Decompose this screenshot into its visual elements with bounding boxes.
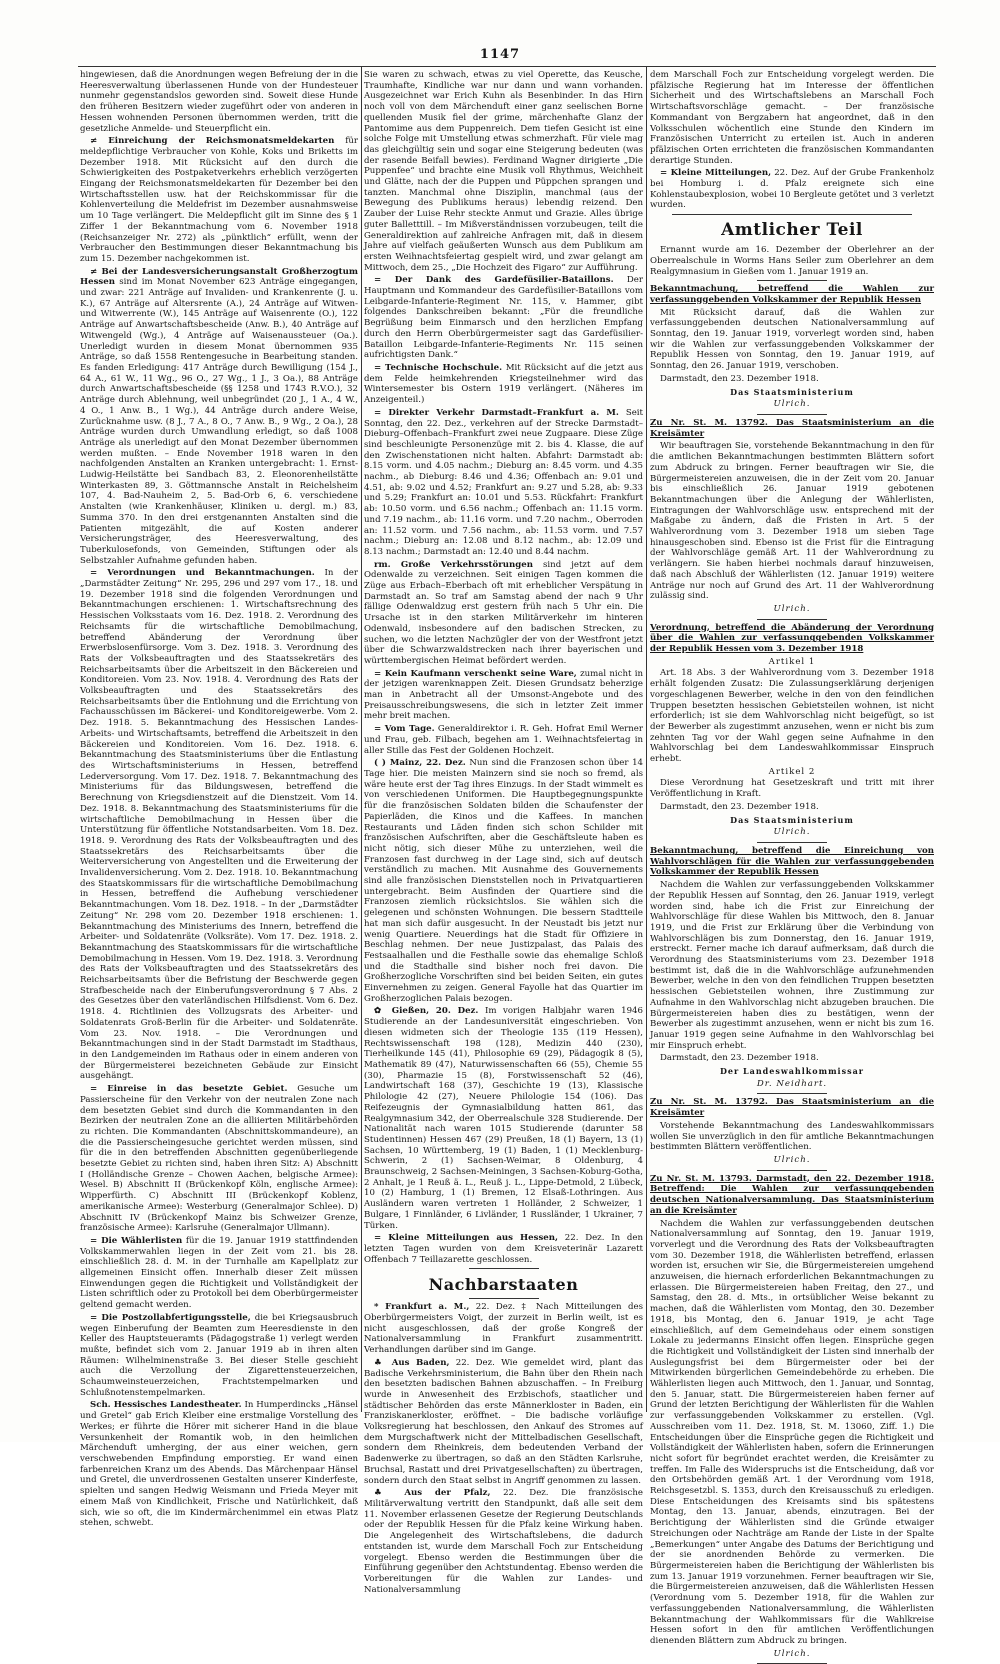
item-lead: ✿ Gießen, 20. Dez.: [374, 1006, 479, 1017]
section-heading-amtlicher-teil: Amtlicher Teil: [721, 220, 863, 241]
item-text: Im vorigen Halbjahr waren 1946 Studierende an der Landesuniversität eingeschrieben. Von diesen widmeten sich der Theologie 135 (119 Hessen), Rechtswissenschaft 198 (128), Medizin 440 (230), Tierheilkunde 145 (41), Philosophie 69 (29), Pädagogik 8 (5), Mathematik 89 (47), Naturwissenschaften 66 (55), Chemie 55 (30), Pharmazie 15 (8), Forstwissenschaft 52 (46), Landwirtschaft 168 (37), Geschichte 19 (13), Klassische Philologie 42 (27), Neuere Philologie 154 (106). Das Reifezeugnis der Gymnasialbildung hatten 861, das Realgymnasium 342, der Oberrealschule 328 Studierende. Der Nationalität nach waren 1015 Studierende (darunter 58 Studentinnen) Hessen 467 (29) Preußen, 18 (1) Bayern, 13 (1) Sachsen, 10 Württemberg, 19 (1) Baden, 1 (1) Mecklenburg-Schwerin, 2 (1) Sachsen-Weimar, 8 Oldenburg, 4 Braunschweig, 2 Sachsen-Meiningen, 3 Sachsen-Koburg-Gotha, 2 Anhalt, je 1 Reuß ä. L., Reuß j. L., Lippe-Detmold, 2 Lübeck, 10 (2) Hamburg, 1 (1) Bremen, 12 Elsaß-Lothringen. Aus Ausländern waren vertreten 1 Holländer, 2 Schweizer, 1 Bulgare, 1 Finnländer, 6 Livländer, 1 Russländer, 1 Ukrainer, 7 Türken.: [364, 1006, 643, 1231]
article-label: Artikel 2: [768, 766, 816, 777]
column-rule: [361, 66, 362, 1412]
item-text: für meldepflichtige Verbraucher von Kohle, Koks und Briketts im Dezember 1918. Mit Rücksicht auf den durch die Schwierigkeiten des Postpaketverkehrs erheblich verzögerten Eingang der Reichsmonatsmeldekarten für Dezember bei den Wirtschaftsstellen usw. hat der Reichskommissar für die Kohlenverteilung die Meldefrist im Dezember ausnahmsweise um 10 Tage verlängert. Die Meldepflicht gilt im Sinne des § 1 Ziffer 1 der Bekanntmachung vom 6. November 1918 (Reichsanzeiger Nr. 272) als „pünktlich“ erfüllt, wenn der Verbraucher den Bestimmungen dieser Bekanntmachung bis zum 15. Dezember nachgekommen ist.: [80, 136, 359, 264]
notice-title: Zu Nr. St. M. 13792. Das Staatsministerium an die Kreisämter: [650, 1097, 934, 1119]
item-text: Generaldirektor i. R. Geh. Hofrat Emil Werner und Frau, geb. Filbach, begehen am 1. Weihnachtsfeiertag in aller Stille das Fest der Goldenen Hochzeit.: [364, 724, 644, 756]
section-divider: [469, 1298, 539, 1299]
news-item: [364, 1006, 643, 1231]
section-divider: [757, 280, 827, 281]
news-item: [650, 168, 934, 211]
notice-title: Bekanntmachung, betreffend die Einreichung von Wahlvorschlägen für die Wahlen zur verfassunggebenden Volkskammer der Republik Hessen: [650, 846, 934, 878]
news-item: [364, 1233, 643, 1265]
news-item: [80, 1400, 358, 1528]
notice-divider: [757, 414, 827, 415]
article-label: Artikel 1: [768, 656, 816, 667]
item-lead: = Technische Hochschule.: [374, 362, 503, 373]
news-item: [364, 1358, 643, 1486]
column-left: [80, 70, 359, 1529]
notice-text: Nachdem die Wahlen zur verfassunggebenden deutschen Nationalversammlung auf Sonntag, den 19. Januar 1919, vorverlegt und die Verordnung des Rats der Volksbeauftragten vom 30. Dezember 1918, die Wählerlisten betreffend, erlassen worden ist, ersuchen wir Sie, die Bürgermeistereien umgehend anzuweisen, die hiernach erforderlichen Bekanntmachungen zu erlassen. Die Bürgermeistereien haben Freitag, den 27., und Samstag, den 28. d. Mts., in ortsüblicher Weise bekannt zu machen, daß die Wählerlisten vom Montag, den 30. Dezember 1918, bis Montag, den 6. Januar 1919, je acht Tage einschließlich, auf dem Gemeindehaus oder einem sonstigen Lokale zu jedermanns Einsicht offen liegen. Einsprüche gegen die Richtigkeit und Vollständigkeit der Listen sind innerhalb der Auslegungsfrist bei dem Bürgermeister oder bei der Mitwirkenden bürgerlichen Gemeindebehörde zu erheben. Die Wählerlisten liegen auch Mittwoch, den 1. Januar, und Sonntag, den 5. Januar, statt. Die Bürgermeistereien haben ferner auf Grund der letzten Berichtigung der Wählerlisten für die Wahlen zur verfassunggebenden Volkskammer zu erstellen. (Vgl. Ausschreiben vom 11. Dez. 1918, St. M. 13060, Ziff. 1.) Die Entscheidungen über die Einsprüche gegen die Richtigkeit und Vollständigkeit der Wählerlisten haben, sofern die Erinnerungen nicht sofort für begründet erachtet werden, die Kreisämter zu treffen. Im Falle des Widerspruchs ist die Entscheidung, daß vor den Ortsbehörden gemäß Art. 1 der Verordnung vom 1918, Reichsgesetzbl. S. 1353, durch den Kreisausschuß zu erledigen. Diese Entscheidungen des Kreisamts sind bis spätestens Montag, den 13. Januar, abends, einzutragen. Bei der Berichtigung der Wählerlisten sind die Gründe etwaiger Streichungen oder Nachträge am Rande der Liste in der Spalte „Bemerkungen“ unter Angabe des Datums der Berichtigung und der sie anordnenden Behörde zu vermerken. Die Bürgermeistereien haben die Berichtigung der Wählerlisten bis zum 13. Januar 1919 vorzunehmen. Ferner beauftragen wir Sie, die Bürgermeistereien anzuweisen, daß die Wählerlisten Hessen (Verordnung vom 5. Dezember 1918, für die Wahlen zur verfassunggebenden Nationalversammlung, die Wählerlisten Bekanntmachung der Wahlkommissars für die Wahlkreise Hessen sofort in den für amtlichen Veröffentlichungen dienenden Blättern zum Abdruck zu bringen.: [650, 1218, 934, 1646]
item-text: Sie waren zu schwach, etwas zu viel Operette, das Keusche, Traumhafte, Kindliche war nur dann und wann vorhanden. Ausgezeichnet war Erich Kuhn als Besenbinder. In das Hirn noch voll von dem Märchenduft einer ganz seelischen Borne quellenden Musik fiel der grime, märchenhafte Glanz der Pantomime aus dem Puppenreich. Dem tiefen Gesicht ist eine solche Folge mit Umstellung etwas schmerzhaft. Für viele mag das gleichgültig sein und sogar eine Steigerung bedeuten (was der rasende Beifall bewies). Ferdinand Wagner dirigierte „Die Puppenfee“ und brachte eine Musik voll Rhythmus, Weichheit und Glätte, nach der die Puppen und Püppchen sprangen und tanzten. Manchmal ohne Disziplin, manchmal (aus der Bewegung des Publikums heraus) lebendig reizend. Den Zauber der Luise Rehr steckte Anmut und Grazie. Alles übrige guter Balletttill. – Im Mißverständnissen vorzubeugen, teilt die Generaldirektion auf zahlreiche Anfragen mit, daß in diesem Jahre auf vielfach geäußerten Wunsch aus dem Publikum am ersten Weihnachtsfeiertag gespielt wird, und zwar gelangt am Mittwoch, dem 25., „Die Hochzeit des Figaro“ zur Aufführung.: [364, 70, 643, 273]
notice-title: Zu Nr. St. M. 13793. Darmstadt, den 22. Dezember 1918. Betreffend: Die Wahlen zur verfassunggebenden deutschen Nationalversammlung. Das Staatsministerium an die Kreisämter: [650, 1173, 934, 1216]
item-lead: = Verordnungen und Bekanntmachungen.: [90, 568, 315, 579]
notice-date: Darmstadt, den 23. Dezember 1918.: [660, 1053, 819, 1064]
item-text: für die 19. Januar 1919 stattfindenden Volkskammerwahlen liegen in der Zeit vom 21. bis 28. einschließlich 28. d. M. in der Turnhalle am Kapellplatz zur allgemeinen Einsicht offen. Innerhalb dieser Zeit müssen Einwendungen gegen die Richtigkeit und Vollständigkeit der Listen schriftlich oder zu Protokoll bei dem Oberbürgermeister geltend gemacht werden.: [80, 1235, 358, 1311]
news-item: [364, 70, 643, 273]
notice-text: Art. 18 Abs. 3 der Wahlverordnung vom 3. Dezember 1918 erhält folgenden Zusatz: Die Zulassungserklärung derjenigen vorgeschlagenen Bewerber, welche in den von den feindlichen Truppen besetzten hessischen Gebietsteilen wohnen, ist nicht erforderlich; ist sie dem Wahlvorschlag nicht beigefügt, so ist der Bewerber als zugestimmt anzusehen, wenn er nicht bis zum zehnten Tag vor der Wahl gegen seine Aufnahme in den Wahlvorschlag bei dem Landeswahlkommissar Einspruch erhebt.: [650, 668, 934, 765]
news-item: [650, 70, 934, 166]
news-item: [80, 1313, 358, 1399]
section-divider: [469, 1268, 539, 1269]
news-item: [80, 1236, 358, 1311]
neighbor-states-section: [364, 1302, 643, 1595]
item-lead: rm. Große Verkehrsstörungen: [374, 559, 533, 570]
item-lead: = Kein Kaufmann verschenkt seine Ware,: [374, 668, 577, 679]
item-lead: = Vom Tage.: [374, 724, 435, 735]
item-text: dem Marschall Foch zur Entscheidung vorgelegt werden. Die pfälzische Regierung hat im Interesse der öffentlichen Sicherheit und des Wirtschaftslebens an Marschall Foch Wirtschaftsvorschläge gemacht. – Der französische Kommandant von Bergzabern hat angeordnet, daß in den Volksschulen wöchentlich eine Stunde den Kindern im Französischen Unterricht zu erteilen ist. Auch in anderen pfälzischen Orten errichteten die französischen Kommandanten derartige Stunden.: [650, 70, 934, 166]
item-lead: = Kleine Mitteilungen,: [660, 168, 772, 179]
item-text: In der „Darmstädter Zeitung“ Nr. 295, 296 und 297 vom 17., 18. und 19. Dezember 1918 sind die folgenden Verordnungen und Bekanntmachungen erschienen: 1. Wirtschaftsrechnung des Hessischen Volksstaats vom 16. Dez. 1918. 2. Verordnung des Reichsamts für die wirtschaftliche Demobilmachung, betreffend Abänderung der Verordnung über Erwerbslosenfürsorge. Vom 3. Dez. 1918. 3. Verordnung des Rats der Volksbeauftragten und des Staatssekretärs des Reichsarbeitsamts über die Arbeitszeit in den Bäckereien und Konditoreien. Vom 23. Nov. 1918. 4. Verordnung des Rats der Volksbeauftragten und des Staatssekretärs des Reichsarbeitsamts über die Entlohnung und die Errichtung von Fachausschüssen im Bäckerei- und Konditoreigewerbe. Vom 2. Dez. 1918. 5. Bekanntmachung des Hessischen Landes-Arbeits- und Wirtschaftsamts, betreffend die Arbeitszeit in den Bäckereien und Konditoreien. Vom 16. Dez. 1918. 6. Bekanntmachung des Staatsministeriums über die Entlastung des Wirtschaftsministeriums in Hessen, betreffend Lederversorgung. Vom 17. Dez. 1918. 7. Bekanntmachung des Ministeriums für das Bildungswesen, betreffend die Berechnung von Kriegsdienstzeit auf die Dienstzeit. Vom 14. Dez. 1918. 8. Bekanntmachung des Staatsministeriums für die wirtschaftliche Demobilmachung in Hessen über die Unterstützung für öffentliche Notstandsarbeiten. Vom 18. Dez. 1918. 9. Verordnung des Rats der Volksbeauftragten und des Staatssekretärs des Reichsarbeitsamts über die Weiterversicherung von Angestellten und die Erweiterung der Invalidenversicherung. Vom 2. Dez. 1918. 10. Bekanntmachung des Staatskommissars für die wirtschaftliche Demobilmachung in Hessen, betreffend die Aufhebung verschiedener Bekanntmachungen. Vom 18. Dez. 1918. – In der „Darmstädter Zeitung“ Nr. 298 vom 20. Dezember 1918 erschienen: 1. Bekanntmachung des Ministeriums des Innern, betreffend die Arbeiter- und Soldatenräte (Volksräte). Vom 17. Dez. 1918. 2. Bekanntmachung des Staatskommissars für die wirtschaftliche Demobilmachung in Hessen. Vom 19. Dez. 1918. 3. Verordnung des Rats der Volksbeauftragten und des Staatssekretärs des Reichsarbeitsamts über die Befristung der Beschwerde gegen Strafbescheide nach der Einberufungsverordnung § 7 Abs. 2 des Gesetzes über den vaterländischen Hilfsdienst. Vom 6. Dez. 1918. 4. Richtlinien des Vollzugsrats des Arbeiter- und Soldatenrats Groß-Berlin für die Arbeiter- und Soldatenräte. Vom 23. Nov. 1918. – Die Verordnungen und Bekanntmachungen sind in der Stadt Darmstadt im Stadthaus, in den Landgemeinden im Rathaus oder in einem anderen von der Bürgermeisterei bezeichneten Gebäude zur Einsicht ausgehängt.: [80, 568, 359, 1082]
news-item: [364, 669, 643, 723]
column-middle: [364, 70, 644, 1595]
item-lead: ♣ Aus Baden,: [374, 1357, 450, 1368]
news-item: [80, 1084, 358, 1234]
notice-text: Nachdem die Wahlen zur verfassunggebenden Volkskammer der Republik Hessen auf Sonntag, den 26. Januar 1919, verlegt worden sind, habe ich die Frist zur Einreichung der Wahlvorschläge für diese Wahlen bis Mittwoch, den 8. Januar 1919, und die Frist zur Erklärung über die Verbindung von Wahlvorschlägen bis zum Donnerstag, den 16. Januar 1919, erstreckt. Ferner mache ich darauf aufmerksam, daß durch die Verordnung des Staatsministeriums vom 23. Dezember 1918 bestimmt ist, daß die in die Wahlvorschläge aufzunehmenden Bewerber, welche in den von den feindlichen Truppen besetzten hessischen Gebietsteilen wohnen, ihre Zustimmung zur Aufnahme in den Wahlvorschlag nicht abzugeben brauchen. Die Bürgermeistereien haben dies zu bestätigen, wenn der Bewerber als zugestimmt anzusehen, wenn er nicht bis zum 16. Januar 1919 gegen seine Aufnahme in den Wahlvorschlag bei mir Einspruch erhebt.: [650, 880, 934, 1051]
news-item: [80, 267, 358, 567]
item-text: sind im Monat November 623 Anträge eingegangen, und zwar: 221 Anträge auf Invaliden- und Krankenrente (J. u. K.), 67 Anträge auf Altersrente (A.), 24 Anträge auf Witwen- und Witwerrente (W.), 145 Anträge auf Waisenrente (O.), 122 Anträge auf Anwartschaftsbescheide (Anw. B.), 40 Anträge auf Witwengeld (Wg.), 4 Anträge auf Waisenaussteuer (Oa.). Unerledigt wurden in diesem Monat übernommen 935 Anträge, so daß 1558 Rentengesuche in Bearbeitung standen. Es fanden Erledigung: 417 Anträge durch Bewilligung (154 J., 64 A., 61 W., 11 Wg., 96 O., 27 Wg., 1 J., 3 Oa.), 88 Anträge durch Anwartschaftsbescheide (§§ 1258 und 1743 R.V.O.), 32 Anträge durch Ablehnung, weil unbegründet (20 J., 1 A., 4 W., 4 O., 1 Anw. B., 1 Wg.), 44 Anträge durch andere Weise, Zurücknahme usw. (8 J., 7 A., 8 O., 7 Anw. B., 9 Wg., 2 Oa.), 28 Anträge wurden durch Umwandlung erledigt, so daß 1008 Anträge als unerledigt auf den Monat Dezember übernommen werden mußten. – Ende November 1918 waren in den nachfolgenden Anstalten an Kranken untergebracht: 1. Ernst-Ludwig-Heilstätte bei Sandbach 83, 2. Eleonorenheilstätte Winterkasten 89, 3. Göttmannsche Anstalt in Reichelsheim 107, 4. Bad-Nauheim 2, 5. Bad-Orb 6, 6. verschiedene Anstalten (wie Krankenhäuser, Kliniken u. dergl. m.) 83, Summa 370. In den drei erstgenannten Anstalten sind die Patienten mitgezählt, die auf Kosten anderer Versicherungsträger, des Heeresverwaltung, des Tuberkulosefonds, von Gemeinden, Stiftungen oder als Selbstzahler Aufnahme gefunden haben.: [80, 277, 358, 566]
section-divider: [672, 214, 912, 215]
item-lead: = Die Wählerlisten: [90, 1235, 183, 1246]
official-notices: [650, 284, 934, 1664]
item-lead: = Die Postzollabfertigungsstelle,: [90, 1312, 251, 1323]
notice-signature: Dr. Neidhart.: [756, 1078, 828, 1089]
item-text: 22. Dez. In den letzten Tagen wurden von dem Kreisveterinär Lazarett Offenbach 7 Teillazarette geschlossen.: [364, 1233, 643, 1265]
item-text: Der Hauptmann und Kommandeur des Gardefüsilier-Bataillons vom Leibgarde-Infanterie-Regiment Nr. 115, v. Hammer, gibt folgendes Dankschreiben bekannt: „Für die freundliche Begrüßung beim Einmarsch und den herzlichen Empfang durch den Herrn Oberbürgermeister sagt das Gardefüsilier-Bataillon Leibgarde-Infanterie-Regiments Nr. 115 seinen aufrichtigsten Dank.“: [364, 275, 644, 361]
notice-signature: Ulrich.: [773, 603, 811, 614]
item-lead: Sch. Hessisches Landestheater.: [90, 1400, 242, 1411]
notice-title: Bekanntmachung, betreffend die Wahlen zur verfassunggebenden Volkskammer der Republik Hessen: [650, 284, 934, 305]
notice-signature: Ulrich.: [773, 1648, 811, 1659]
news-item: [364, 560, 643, 667]
item-lead: = Kleine Mitteilungen aus Hessen,: [374, 1233, 559, 1244]
news-item: [364, 363, 643, 406]
notice-office: Das Staatsministerium: [730, 386, 854, 397]
news-item: [80, 136, 358, 264]
news-item: [80, 568, 358, 1082]
news-item: [364, 724, 643, 756]
notice-title: Zu Nr. St. M. 13792. Das Staatsministerium an die Kreisämter: [650, 417, 934, 439]
news-item: [364, 408, 643, 558]
section-heading-nachbarstaaten: Nachbarstaaten: [428, 1275, 579, 1295]
notice-signature: Ulrich.: [773, 827, 811, 838]
item-lead: ♣ Aus der Pfalz,: [374, 1488, 491, 1499]
item-text: 22. Dez. Auf der Grube Frankenholz bei Homburg i. d. Pfalz ereignete sich eine Kohlenstaubexplosion, wobei 10 Bergleute getötet und 3 verletzt wurden.: [650, 168, 934, 211]
item-lead: = Der Dank des Gardefüsilier-Bataillons.: [374, 275, 614, 286]
notice-text: Diese Verordnung hat Gesetzeskraft und tritt mit ihrer Veröffentlichung in Kraft.: [650, 778, 934, 800]
item-text: sind jetzt auf dem Odenwalde zu verzeichnen. Seit einigen Tagen kommen die Züge aus Erbach–Eberbach oft mit erheblicher Verspätung in Darmstadt an. So traf am Samstag abend der nach 9 Uhr fällige Odenwaldzug erst gestern früh nach 5 Uhr ein. Die Ursache ist in den starken Militärverkehr im hinteren Odenwald, insbesondere auf den badischen Strecken, zu suchen, wo die letzten Nachzügler der von der Westfront jetzt über die Schwarzwaldstrecken nach ihrer bayerischen und württembergischen Heimat befördert werden.: [364, 559, 644, 666]
notice-date: Darmstadt, den 23. Dezember 1918.: [660, 801, 819, 812]
appointment-notice: Ernannt wurde am 16. Dezember der Oberlehrer an der Oberrealschule in Worms Hans Seiler zum Oberlehrer an dem Realgymnasium in Gießen vom 1. Januar 1919 an.: [650, 245, 934, 277]
news-item: [364, 1488, 643, 1595]
notice-divider: [757, 619, 827, 620]
news-item: [80, 70, 358, 134]
notice-office: Das Staatsministerium: [730, 814, 854, 825]
news-item: [364, 758, 643, 1004]
notice-divider: [757, 1170, 827, 1171]
news-item: [364, 275, 643, 361]
item-text: In Humperdincks „Hänsel und Gretel“ gab Erich Kleiber eine erstmalige Vorstellung des Werkes; er führte die Hörer mit sicherer Hand in die blaue Versunkenheit der Romantik wob, in den heimlichen Märchenduft umherging, der aus einer weichen, gern verschwebenden Empfindung emporstieg. Er wand einen farbenreichen Kranz um des Abends. Das Märchenpaar Hänsel und Gretel, die unverdrossenen Gestalten unserer Kinderfeste, spielten und sangen Hedwig Weismann und Frieda Meyer mit einem Maß von Kindlichkeit, Frische und Natürlichkeit, daß sich, wie so oft, die im Kindermärchenimmel ein etwas Platz stehen, schwebt.: [80, 1400, 358, 1529]
item-lead: = Direkter Verkehr Darmstadt–Frankfurt a. M.: [374, 407, 619, 418]
header-rule: [78, 66, 936, 67]
palatinate-news-section: [650, 70, 934, 211]
notice-divider: [757, 842, 827, 843]
column-right: [650, 70, 934, 1659]
notice-text: Vorstehende Bekanntmachung des Landeswahlkommissars wollen Sie unverzüglich in den für amtliche Bekanntmachungen bestimmten Blättern veröffentlichen.: [650, 1120, 934, 1153]
notice-text: Mit Rücksicht darauf, daß die Wahlen zur verfassunggebenden deutschen Nationalversammlung auf Sonntag, den 19. Januar 1919, vorverlegt worden sind, haben wir die Wahlen zur verfassunggebenden Volkskammer der Republik Hessen von Sonntag, den 19. Januar 1919, auf Sonntag, den 26. Januar 1919, verschoben.: [650, 307, 934, 372]
item-text: die bei Kriegsausbruch wegen Einberufung der Beamten zum Heeresdienste in den Keller des Hauptsteueramts (Pädagogstraße 1) verlegt werden mußte, befindet sich vom 2. Januar 1919 ab in ihren alten Räumen: Wilhelminenstraße 3. Bei dieser Stelle geschieht auch die Verzollung der Zigarettensteuerzeichen, Schaumweinsteuerzeichen, Frachtstempelmarken und Schlußnotenstempelmarken.: [80, 1312, 359, 1398]
item-lead: ≠ Bei der Landesversicherungsanstalt Großherzogtum Hessen: [80, 266, 358, 288]
item-text: Mit Rücksicht auf die jetzt aus dem Felde heimkehrenden Kriegsteilnehmer wird das Wintersemester bis Ostern 1919 verlängert. (Näheres im Anzeigenteil.): [364, 362, 644, 406]
news-item: [364, 1302, 643, 1356]
item-text: 22. Dez. Die französische Militärverwaltung vertritt den Standpunkt, daß alle seit dem 11. November erlassenen Gesetze der Regierung Deutschlands oder der Republik Hessen für die Pfalz keine Wirkung haben. Die Angelegenheit des Wirtschaftslebens, die dadurch entstanden ist, wurde dem Marschall Foch zur Entscheidung vorgelegt. Ebenso werden die Bestimmungen über die Einführung gegenüber den Achtstundentag. Ebenso werden die Vorbereitungen für die Wahlen zur Landes- und Nationalversammlung: [364, 1488, 643, 1595]
item-text: Seit Sonntag, den 22. Dez., verkehren auf der Strecke Darmstadt–Dieburg–Offenbach–Frankfurt zwei neue Zugpaare. Diese Züge sind beschleunigte Personenzüge mit 2. bis 4. Klasse, die auf den Zwischenstationen nicht halten. Abfahrt: Darmstadt ab: 8.15 vorm. und 4.05 nachm.; Dieburg an: 8.45 vorm. und 4.35 nachm., ab Dieburg: 8.46 und 4.36; Offenbach an: 9.01 und 4.51, ab: 9.02 und 4.52; Frankfurt an: 9.27 und 5.28, ab: 9.33 und 5.29; Frankfurt an: 10.01 und 5.53. Rückfahrt: Frankfurt ab: 10.50 vorm. und 6.56 nachm.; Offenbach an: 11.15 vorm. und 7.19 nachm., ab: 11.16 vorm. und 7.20 nachm., Oberroden an: 11.52 vorm. und 7.56 nachm., ab: 11.53 vorm. und 7.57 nachm.; Dieburg an: 12.08 und 8.12 nachm., ab: 12.09 und 8.13 nachm.; Darmstadt an: 12.40 und 8.44 nachm.: [364, 407, 643, 557]
item-text: 22. Dez. ‡ Nach Mitteilungen des Oberbürgermeisters Voigt, der zurzeit in Berlin weilt, ist es nicht ausgeschlossen, daß der große Kongreß der Nationalversammlung in Frankfurt zusammentritt. Verhandlungen darüber sind im Gange.: [364, 1302, 644, 1356]
item-lead: ( ) Mainz, 22. Dez.: [374, 758, 466, 769]
notice-divider: [757, 1093, 827, 1094]
item-text: hingewiesen, daß die Anordnungen wegen Befreiung der in die Heeresverwaltung überlassenen Hunde von der Hundesteuer nunmehr gegenstandslos geworden sind. Soweit diese Hunde den früheren Besitzern wieder zugeführt oder von anderen in Hessen wohnenden Personen übernommen werden, tritt die gesetzliche Anmelde- und Steuerpflicht ein.: [80, 70, 358, 134]
notice-signature: Ulrich.: [773, 399, 811, 410]
page-number: 1147: [479, 47, 521, 62]
item-lead: ≠ Einreichung der Reichsmonatsmeldekarten: [90, 136, 335, 147]
notice-signature: Ulrich.: [773, 1154, 811, 1165]
item-lead: * Frankfurt a. M.,: [374, 1302, 470, 1313]
item-text: Nun sind die Franzosen schon über 14 Tage hier. Die meisten Mainzern sind sie noch so fremd, als wäre heute erst der Tag ihres Einzugs. In der Stadt wimmelt es von verschiedenen Uniformen. Die Hauptbegegnungspunkte für die französischen Soldaten bilden die Schaufenster der Papierläden, die Kinos und die Kaffees. In manchen Restaurants und Läden finden sich schon Schilder mit französischen Aufschriften, aber die Geschäftsleute haben es nicht nötig, sich dieser Mühe zu unterziehen, weil die Franzosen fast durchweg in der Lage sind, sich auf deutsch verständlich zu machen. Mit Ausnahme des Gouvernements sind alle französischen Dienststellen noch in Privatquartieren untergebracht. Beim Ausfinden der Quartiere sind die Franzosen ziemlich rücksichtslos. Sie wählen sich die gelegenen und schönsten Wohnungen. Die bessern Stadtteile hat man sich dafür ausgesucht. In der Neustadt bis jetzt nur wenig Quartiere. Neuerdings hat die Stadt für Offiziere in Beschlag nehmen. Der neue Justizpalast, das Palais des Festsaalhallen und die Festhalle sowie das ehemalige Schloß und die Stadthalle sind bisher noch frei davon. Die Großherzogliche Vorschriften sind bei beiden Seiten, ein gutes Einvernehmen zu zeigen. General Fayolle hat das Quartier im Großherzoglichen Palais bezogen.: [364, 758, 644, 1004]
item-text: Gesuche um Passierscheine für den Verkehr von der neutralen Zone nach dem besetzten Gebiet sind durch die Kommandanten in den Bezirken der neutralen Zone an die alliierten Militärbehörden zu richten. Die Kommandanten (Abschnittskommandeure), an die die Passierscheingesuche gerichtet werden müssen, sind für die in den betreffenden Abschnitten gegenüberliegende besetzte Gebiet zu richten sind, haben ihren Sitz: A) Abschnitt I (Holländische Grenze – Chowen Aachen, belgische Armee): Wesel. B) Abschnitt II (Brückenkopf Köln, englische Armee): Wipperfürth. C) Abschnitt III (Brückenkopf Koblenz, amerikanische Armee): Westerburg (Generalmajor Schlee). D) Abschnitt IV (Brückenkopf Mainz bis Schweizer Grenze, französische Armee): Karlsruhe (Generalmajor Ullmann).: [80, 1084, 358, 1234]
notice-date: Darmstadt, den 23. Dezember 1918.: [660, 373, 819, 384]
column-rule: [646, 66, 647, 1412]
item-text: zumal nicht in der jetzigen warenknappen Zeit. Diesen Grundsatz beherzige man in Anbetracht all der Umsonst-Angebote und des Preisausschreibungswesens, die sich in letzter Zeit immer mehr breit machen.: [364, 668, 643, 722]
item-lead: = Einreise in das besetzte Gebiet.: [90, 1084, 288, 1095]
notice-title: Verordnung, betreffend die Abänderung der Verordnung über die Wahlen zur verfassunggebenden Volkskammer der Republik Hessen vom 3. Dezember 1918: [650, 622, 934, 655]
notice-office: Der Landeswahlkommissar: [719, 1066, 865, 1077]
item-text: 22. Dez. Wie gemeldet wird, plant das Badische Verkehrsministerium, die Bahn über den Rhein nach den besetzten badischen Bahnen abzuschaffen. – In Freiburg wurde in Anwesenheit des Erzbischofs, staatlicher und städtischer Behörden das erste Männerkloster in Baden, ein Franziskanerkloster, eröffnet. – Die badische vorläufige Volksregierung hat beschlossen, den Ankauf des Stromes auf dem Murgschaftwerk nicht der Mittelbadischen Gesellschaft, sondern dem Rheinkreis, dem bedeutenden Verband der Badenwerke zu übertragen, so daß an den Städten Karlsruhe, Bruchsal, Rastatt und drei Privatgesellschaften) zu übertragen, sondern durch den Staat selbst in Angriff genommen zu lassen.: [364, 1357, 643, 1486]
local-news-section: [364, 70, 643, 1265]
notice-text: Wir beauftragen Sie, vorstehende Bekanntmachung in den für die amtlichen Bekanntmachungen bestimmten Blättern sofort zum Abdruck zu bringen. Ferner beauftragen wir Sie, die Bürgermeistereien anzuweisen, die in der Zeit vom 20. Januar bis einschließlich 26. Januar 1919 gebotenen Bekanntmachungen über die Anlegung der Wählerlisten, Eintragungen der Wahlvorschläge usw. entsprechend mit der Maßgabe zu ändern, daß die Fristen in Art. 5 der Wahlverordnung vom 3. Dezember 1918 um sieben Tage hinausgeschoben sind. Ebenso ist die Frist für die Eintragung der Wahlvorschläge gemäß Art. 11 der Wahlverordnung zu verlängern. Sie haben hierbei nochmals darauf hinzuweisen, daß nach Abschluß der Wählerlisten (12. Januar 1919) weitere Anträge nur noch auf Grund des Art. 11 der Wahlverordnung zulässig sind.: [650, 441, 934, 602]
